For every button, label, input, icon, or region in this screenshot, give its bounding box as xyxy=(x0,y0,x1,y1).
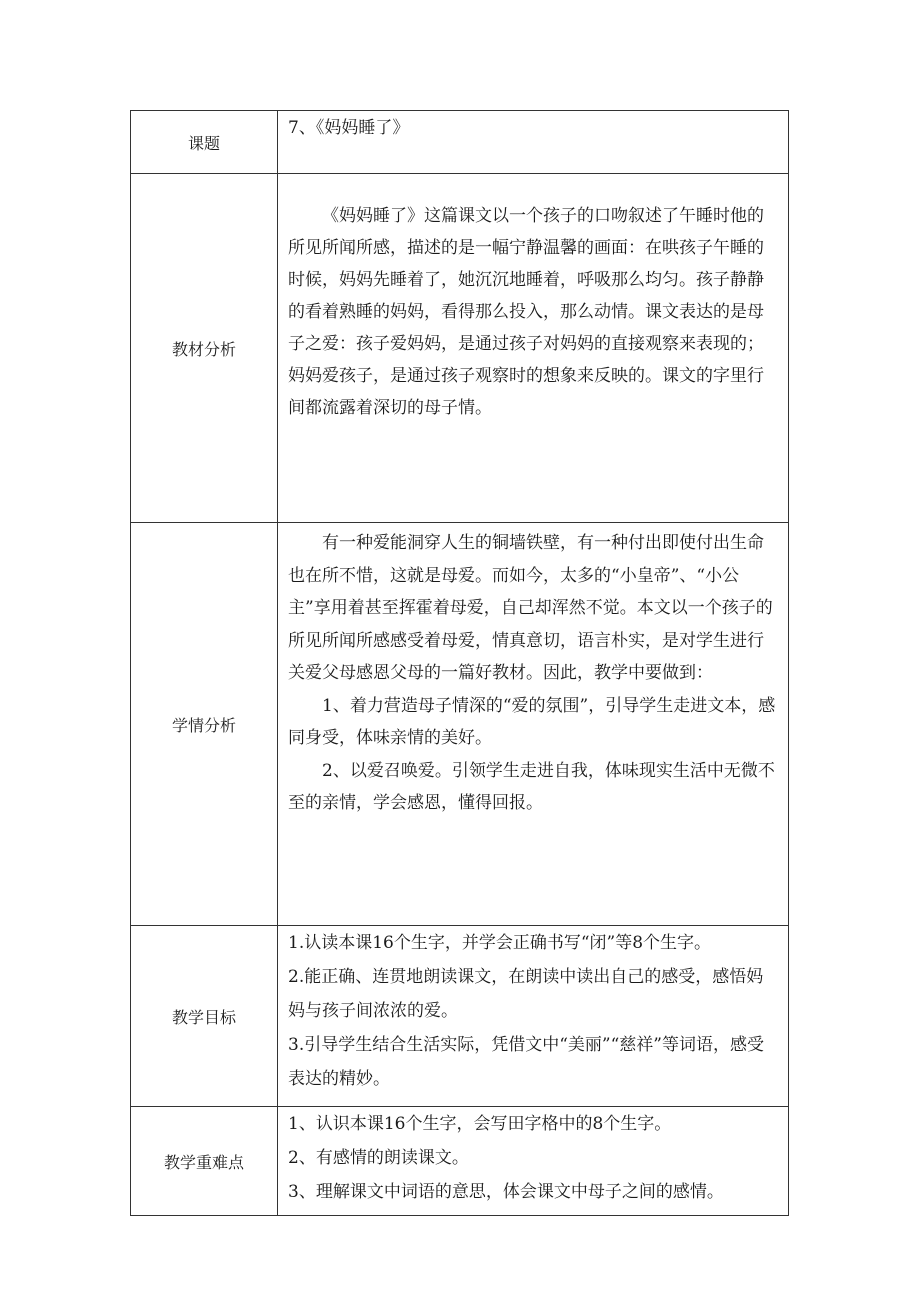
row-label-material-analysis: 教材分析 xyxy=(131,174,278,523)
row-label-student-analysis: 学情分析 xyxy=(131,523,278,926)
teaching-goal-3: 3.引导学生结合生活实际，凭借文中“美丽”“慈祥”等词语，感受表达的精妙。 xyxy=(288,1035,764,1089)
key-point-2: 2、有感情的朗读课文。 xyxy=(288,1148,469,1168)
row-content-teaching-goals xyxy=(278,926,789,1107)
key-point-3: 3、理解课文中词语的意思，体会课文中母子之间的感情。 xyxy=(288,1182,724,1202)
table-row-material-analysis xyxy=(131,174,789,523)
lesson-plan-table xyxy=(130,110,789,1216)
table-row-title xyxy=(131,111,789,174)
row-content-key-points xyxy=(278,1107,789,1216)
table-row-student-analysis xyxy=(131,523,789,926)
row-content-title xyxy=(278,111,789,174)
student-analysis-point-2: 2、以爱召唤爱。引领学生走进自我，体味现实生活中无微不至的亲情，学会感恩，懂得回报。 xyxy=(288,760,775,813)
table-row-key-points xyxy=(131,1107,789,1216)
row-content-material-analysis xyxy=(278,174,789,523)
table-row-teaching-goals xyxy=(131,926,789,1107)
row-label-teaching-goals: 教学目标 xyxy=(131,926,278,1107)
lesson-title: 7、《妈妈睡了》 xyxy=(288,118,410,138)
material-analysis-text: 《妈妈睡了》这篇课文以一个孩子的口吻叙述了午睡时他的所见所闻所感，描述的是一幅宁静温馨的画面：在哄孩子午睡的时候，妈妈先睡着了，她沉沉地睡着，呼吸那么均匀。孩子静静的看着熟睡的妈妈，看得那么投入，那么动情。课文表达的是母子之爱：孩子爱妈妈，是通过孩子对妈妈的直接观察来表现的；妈妈爱孩子，是通过孩子观察时的想象来反映的。课文的字里行间都流露着深切的母子情。 xyxy=(288,206,764,418)
teaching-goal-1: 1.认读本课16个生字，并学会正确书写“闭”等8个生字。 xyxy=(288,933,712,953)
row-label-key-points: 教学重难点 xyxy=(131,1107,278,1216)
student-analysis-point-1: 1、着力营造母子情深的“爱的氛围”，引导学生走进文本，感同身受，体味亲情的美好。 xyxy=(288,695,776,748)
row-label-title: 课题 xyxy=(131,111,278,174)
key-point-1: 1、认识本课16个生字，会写田字格中的8个生字。 xyxy=(288,1114,672,1134)
student-analysis-paragraph: 有一种爱能洞穿人生的铜墙铁壁，有一种付出即使付出生命也在所不惜，这就是母爱。而如今，太多的“小皇帝”、“小公主”享用着甚至挥霍着母爱，自己却浑然不觉。本文以一个孩子的所见所闻所感感受着母爱，情真意切，语言朴实，是对学生进行关爱父母感恩父母的一篇好教材。因此，教学中要做到： xyxy=(288,533,773,683)
teaching-goal-2: 2.能正确、连贯地朗读课文，在朗读中读出自己的感受，感悟妈妈与孩子间浓浓的爱。 xyxy=(288,967,764,1021)
row-content-student-analysis xyxy=(278,523,789,926)
